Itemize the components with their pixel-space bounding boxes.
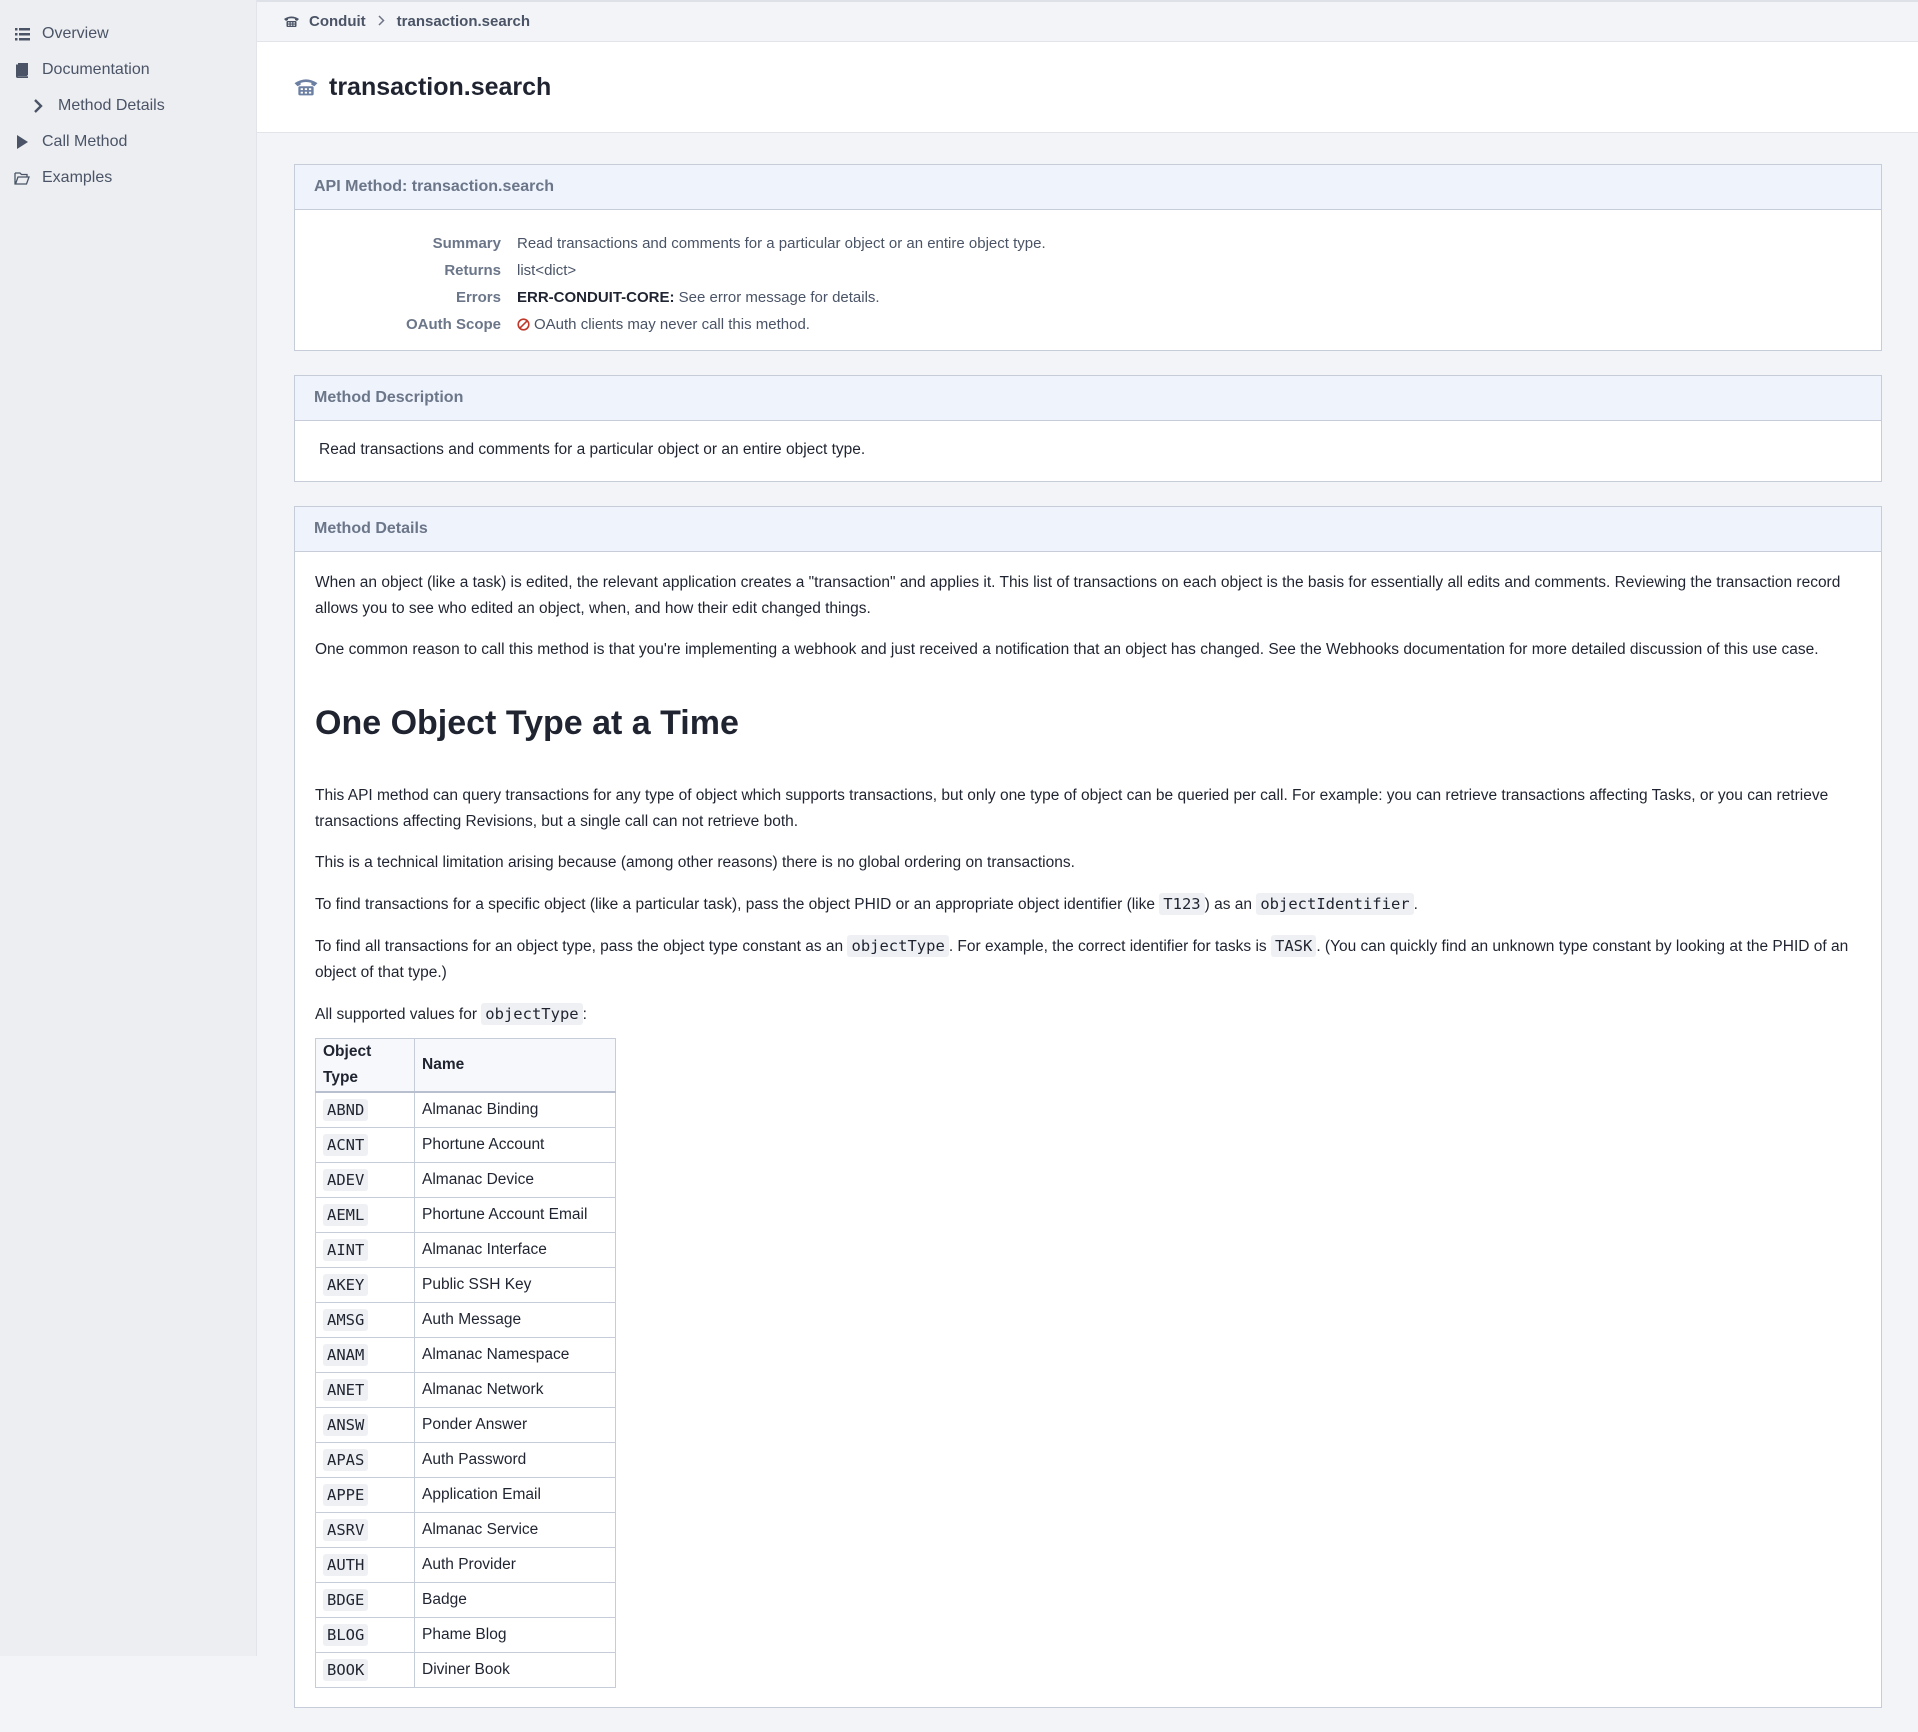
object-name-cell: Ponder Answer [415,1408,616,1443]
panel-title: API Method: transaction.search [295,165,1881,210]
object-type-code: AUTH [323,1554,368,1576]
details-paragraph [315,933,1861,986]
object-type-cell [316,1373,415,1408]
object-name-cell: Auth Provider [415,1548,616,1583]
breadcrumb [257,0,1918,42]
oauth-text: OAuth clients may never call this method. [534,316,810,333]
sidebar-item-label: Examples [42,169,113,186]
object-type-code: BOOK [323,1659,368,1681]
object-type-cell [316,1163,415,1198]
object-type-code: ABND [323,1099,368,1121]
table-row [316,1092,616,1128]
chevron-right-icon [30,98,46,114]
property-key: OAuth Scope [405,316,501,333]
table-row [316,1163,616,1198]
main-content [294,164,1882,1732]
section-heading: One Object Type at a Time [315,704,739,742]
object-type-cell [316,1618,415,1653]
details-paragraph: When an object (like a task) is edited, the relevant application creates a "transaction" and applies it. This list of transactions on each object is the basis for essentially all edits and comments. Reviewing the transaction record allows you to see who edited an object, when, and how their edit changed things. [315,574,1841,617]
column-header: Object Type [316,1039,415,1093]
table-row [316,1583,616,1618]
table-row [316,1198,616,1233]
object-type-code: ANET [323,1379,368,1401]
description-text: Read transactions and comments for a particular object or an entire object type. [319,441,866,458]
breadcrumb-item-conduit[interactable] [283,13,366,30]
sidebar-item-call-method[interactable] [0,124,256,160]
book-icon [14,62,30,78]
column-header: Name [415,1039,616,1093]
object-type-cell [316,1548,415,1583]
play-icon [14,134,30,150]
object-type-code: APAS [323,1449,368,1471]
paragraph-text: One common reason to call this method is that you're implementing a webhook and just received a notification that an object has changed. See the Webhooks documentation for more detailed discussion of this use case. [315,641,1819,658]
sidebar-item-overview[interactable] [0,16,256,52]
object-type-code: BDGE [323,1589,368,1611]
object-type-code: ASRV [323,1519,368,1541]
object-name-cell: Application Email [415,1478,616,1513]
object-type-cell [316,1513,415,1548]
sidebar-item-label: Method Details [58,97,165,114]
ban-icon [517,318,530,331]
api-method-panel [294,164,1882,351]
object-name-cell: Phortune Account [415,1128,616,1163]
details-paragraph: This is a technical limitation arising because (among other reasons) there is no global ordering on transactions. [315,854,1075,871]
object-type-cell [316,1653,415,1688]
object-name-cell: Auth Message [415,1303,616,1338]
object-type-cell [316,1128,415,1163]
inline-code: TASK [1271,935,1316,957]
details-paragraph [315,1001,1861,1028]
object-type-code: AKEY [323,1274,368,1296]
paragraph-text: . For example, the correct identifier for tasks is [948,938,1271,955]
object-name-cell: Almanac Interface [415,1233,616,1268]
phone-icon [283,15,300,28]
object-name-cell: Almanac Binding [415,1092,616,1128]
paragraph-text: To find transactions for a specific object (like a particular task), pass the object PHID or an appropriate object identifier (like [315,896,1160,913]
paragraph-text: ) as an [1204,896,1257,913]
property-value [517,284,880,311]
breadcrumb-current-label: transaction.search [396,13,531,30]
paragraph-text: : [582,1006,587,1023]
property-value: list<dict> [517,262,577,279]
object-name-cell: Public SSH Key [415,1268,616,1303]
object-type-code: ANAM [323,1344,368,1366]
details-paragraph [315,637,1861,663]
paragraph-text: All supported values for [315,1006,482,1023]
object-type-code: AINT [323,1239,368,1261]
object-type-code: ADEV [323,1169,368,1191]
phone-icon [293,77,319,97]
table-row [316,1443,616,1478]
details-body [295,552,1881,1708]
sidebar-item-label: Call Method [42,133,128,150]
table-row [316,1268,616,1303]
object-type-cell [316,1198,415,1233]
object-type-cell [316,1583,415,1618]
inline-code: objectType [847,935,948,957]
object-type-cell [316,1303,415,1338]
details-paragraph [315,891,1861,918]
object-name-cell: Phame Blog [415,1618,616,1653]
object-name-cell: Almanac Service [415,1513,616,1548]
object-type-cell [316,1233,415,1268]
object-type-code: ACNT [323,1134,368,1156]
property-key: Summary [432,235,501,252]
method-details-panel [294,506,1882,1708]
table-row [316,1618,616,1653]
breadcrumb-item-current[interactable] [397,13,530,30]
object-type-cell [316,1478,415,1513]
table-row [316,1548,616,1583]
object-type-cell [316,1408,415,1443]
object-name-cell: Almanac Network [415,1373,616,1408]
paragraph-text: . [1413,896,1418,913]
sidebar-item-label: Overview [42,25,109,42]
object-name-cell: Auth Password [415,1443,616,1478]
list-icon [14,26,30,42]
details-paragraph: This API method can query transactions for any type of object which supports transactions, but only one type of object can be queried per call. For example: you can retrieve transactions affecting Tasks, or you can retrieve transactions affecting Revisions, but a single call can not retrieve both. [315,787,1829,830]
property-row-summary [295,230,1881,257]
table-row [316,1478,616,1513]
object-name-cell: Phortune Account Email [415,1198,616,1233]
object-type-code: BLOG [323,1624,368,1646]
panel-title: Method Description [295,376,1881,421]
property-row-oauth [295,311,1881,338]
table-row [316,1408,616,1443]
method-description-panel [294,375,1882,482]
property-row-errors [295,284,1881,311]
property-value [517,311,810,338]
sidebar-item-documentation[interactable] [0,52,256,88]
table-row [316,1373,616,1408]
object-type-cell [316,1338,415,1373]
table-header-row [316,1039,616,1093]
panel-title: Method Details [295,507,1881,552]
paragraph-text: . (You can quickly find an unknown type constant by looking at the PHID of an object of that type.) [315,938,1849,981]
table-row [316,1513,616,1548]
sidebar-item-method-details[interactable] [0,88,256,124]
object-type-cell [316,1443,415,1478]
table-row [316,1128,616,1163]
page-title: transaction.search [329,72,552,101]
object-name-cell: Badge [415,1583,616,1618]
object-type-code: AMSG [323,1309,368,1331]
inline-code: objectIdentifier [1256,893,1413,915]
paragraph-text: To find all transactions for an object type, pass the object type constant as an [315,938,848,955]
property-value: Read transactions and comments for a particular object or an entire object type. [517,235,1046,252]
page-header [257,42,1918,133]
breadcrumb-app-label: Conduit [309,13,366,30]
object-type-code: ANSW [323,1414,368,1436]
error-text: See error message for details. [674,289,880,306]
inline-code: T123 [1159,893,1204,915]
table-row [316,1233,616,1268]
error-code: ERR-CONDUIT-CORE: [517,289,675,306]
sidebar [0,0,257,1656]
property-list [295,210,1881,350]
folder-open-icon [14,170,30,186]
property-key: Returns [444,262,501,279]
sidebar-item-label: Documentation [42,61,150,78]
table-row [316,1653,616,1688]
chevron-right-icon [378,14,385,29]
object-type-code: AEML [323,1204,368,1226]
object-type-table [315,1038,616,1688]
sidebar-item-examples[interactable] [0,160,256,196]
inline-code: objectType [481,1003,582,1025]
property-key: Errors [455,289,501,306]
object-name-cell: Almanac Device [415,1163,616,1198]
table-row [316,1303,616,1338]
object-name-cell: Diviner Book [415,1653,616,1688]
table-row [316,1338,616,1373]
property-row-returns [295,257,1881,284]
object-type-cell [316,1092,415,1128]
object-type-code: APPE [323,1484,368,1506]
object-type-cell [316,1268,415,1303]
object-name-cell: Almanac Namespace [415,1338,616,1373]
